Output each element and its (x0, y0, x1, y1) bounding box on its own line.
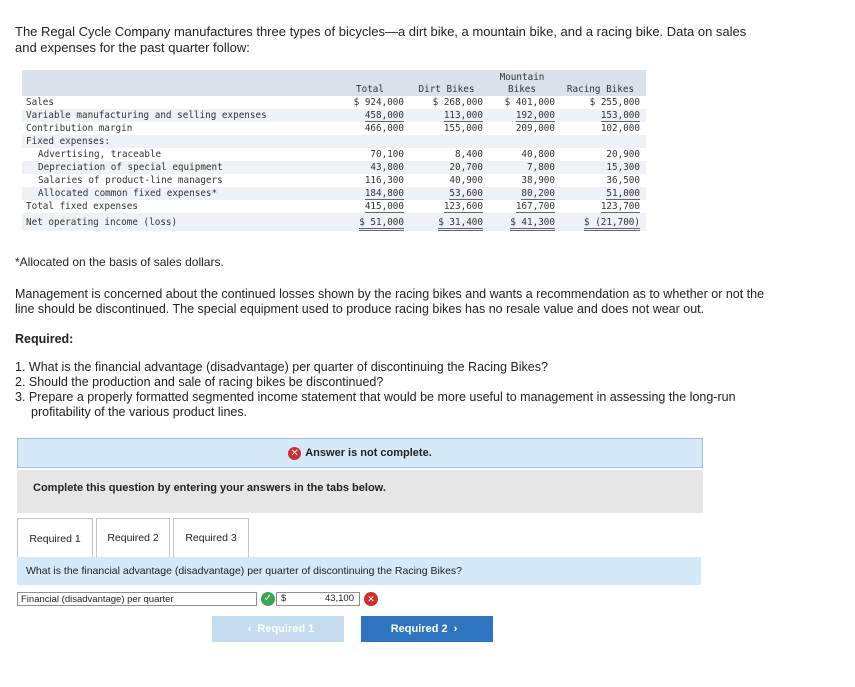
col-header-racing: Racing Bikes (561, 70, 646, 96)
cell: 102,000 (600, 123, 640, 134)
question-item: 3. Prepare a properly formatted segmented income statement that would be more useful to management in assessing the long-run profitability of the various product lines. (15, 390, 736, 419)
cell: 153,000 (600, 110, 640, 121)
question-list (15, 360, 775, 420)
answer-value: 43,100 (324, 593, 354, 604)
cell: 458,000 (364, 110, 404, 121)
tab-required-1[interactable]: Required 1 (17, 518, 93, 559)
table-row (22, 122, 646, 135)
x-circle-icon: ✕ (288, 447, 301, 460)
table-row (22, 148, 646, 161)
chevron-right-icon: › (453, 623, 458, 635)
table-row (22, 161, 646, 174)
col-header-mountain: Mountain Bikes (489, 70, 561, 96)
cell: 116,300 (364, 175, 404, 186)
row-label: Allocated common fixed expenses* (22, 187, 336, 200)
tab-required-3[interactable]: Required 3 (173, 518, 249, 558)
instruction-panel (17, 470, 703, 513)
check-circle-icon: ✓ (261, 592, 275, 606)
cell: 192,000 (515, 110, 555, 121)
tab-bar (17, 518, 252, 557)
cell: 155,000 (443, 123, 483, 134)
cell: 36,500 (606, 175, 640, 186)
management-paragraph: Management is concerned about the continued losses shown by the racing bikes and wants a recommendation as to whether or not the line should be discontinued. The special equipment used to produce racing bikes has no resale value and does not wear out. (15, 287, 765, 316)
prev-label: Required 1 (257, 623, 315, 635)
answer-label: Financial (disadvantage) per quarter (17, 592, 257, 606)
status-banner (17, 438, 703, 468)
chevron-left-icon: ‹ (247, 623, 252, 635)
cell: 15,300 (561, 161, 646, 174)
cell: 40,900 (449, 175, 483, 186)
cell: 43,800 (336, 161, 410, 174)
answer-row (17, 592, 375, 607)
cell: 38,900 (521, 175, 555, 186)
cell: 8,400 (455, 149, 483, 160)
cell: $ 401,000 (504, 97, 555, 108)
cell: 113,000 (443, 110, 483, 121)
row-label: Variable manufacturing and selling expenses (22, 109, 336, 122)
cell: 123,700 (600, 201, 640, 212)
row-label: Advertising, traceable (38, 149, 162, 160)
table-row (22, 187, 646, 200)
cell: $ 51,000 (359, 217, 404, 231)
table-row (22, 109, 646, 122)
question-item: 2. Should the production and sale of racing bikes be discontinued? (15, 375, 384, 389)
table-row (22, 174, 646, 187)
next-label: Required 2 (390, 623, 448, 635)
cell: 415,000 (364, 201, 404, 212)
cell: 51,000 (606, 188, 640, 199)
row-label: Net operating income (loss) (22, 213, 336, 231)
cell: 7,800 (489, 161, 561, 174)
instruction-text: Complete this question by entering your answers in the tabs below. (33, 482, 386, 494)
cell: $ 31,400 (438, 217, 483, 231)
col-header-dirt: Dirt Bikes (410, 70, 489, 96)
col-header-total: Total (336, 70, 410, 96)
row-label: Depreciation of special equipment (22, 161, 336, 174)
question-text: What is the financial advantage (disadvantage) per quarter of discontinuing the Racing Bikes? (26, 565, 463, 577)
cell: $ 268,000 (432, 97, 483, 108)
table-row (22, 200, 646, 213)
question-item: 1. What is the financial advantage (disadvantage) per quarter of discontinuing the Racing Bikes? (15, 360, 548, 374)
required-heading: Required: (15, 332, 74, 346)
problem-intro: The Regal Cycle Company manufactures three types of bicycles—a dirt bike, a mountain bike, and a racing bike. Data on sales and expenses for the past quarter follow: (15, 24, 747, 55)
cell: 167,700 (515, 201, 555, 212)
cell: $ 255,000 (589, 97, 640, 108)
table-row (22, 213, 646, 231)
cell: 466,000 (364, 123, 404, 134)
currency-symbol: $ (281, 593, 287, 604)
cell: $ 924,000 (353, 97, 404, 108)
prev-button[interactable] (212, 616, 344, 642)
row-label: Contribution margin (26, 123, 133, 134)
footnote: *Allocated on the basis of sales dollars. (15, 255, 224, 269)
cell: 70,100 (370, 149, 404, 160)
row-label: Total fixed expenses (26, 201, 138, 212)
question-bar (17, 557, 701, 585)
next-button[interactable] (361, 616, 493, 642)
row-label: Salaries of product-line managers (38, 175, 223, 186)
financial-data-table (22, 70, 646, 231)
tab-required-2[interactable]: Required 2 (96, 518, 170, 558)
cell: 80,200 (521, 188, 555, 199)
answer-input[interactable] (276, 592, 360, 606)
cell: 209,000 (515, 123, 555, 134)
row-label: Fixed expenses: (22, 135, 336, 148)
table-row (22, 135, 646, 148)
cell: $ 41,300 (510, 217, 555, 231)
cell: $ (21,700) (584, 217, 640, 231)
cell: 20,900 (606, 149, 640, 160)
cell: 123,600 (443, 201, 483, 212)
table-row (22, 96, 646, 109)
cell: 20,700 (410, 161, 489, 174)
cell: 40,800 (521, 149, 555, 160)
row-label: Sales (26, 97, 54, 108)
cell: 53,600 (449, 188, 483, 199)
cell: 184,800 (364, 188, 404, 199)
x-circle-icon: ✕ (364, 592, 378, 606)
status-text: Answer is not complete. (305, 447, 432, 459)
